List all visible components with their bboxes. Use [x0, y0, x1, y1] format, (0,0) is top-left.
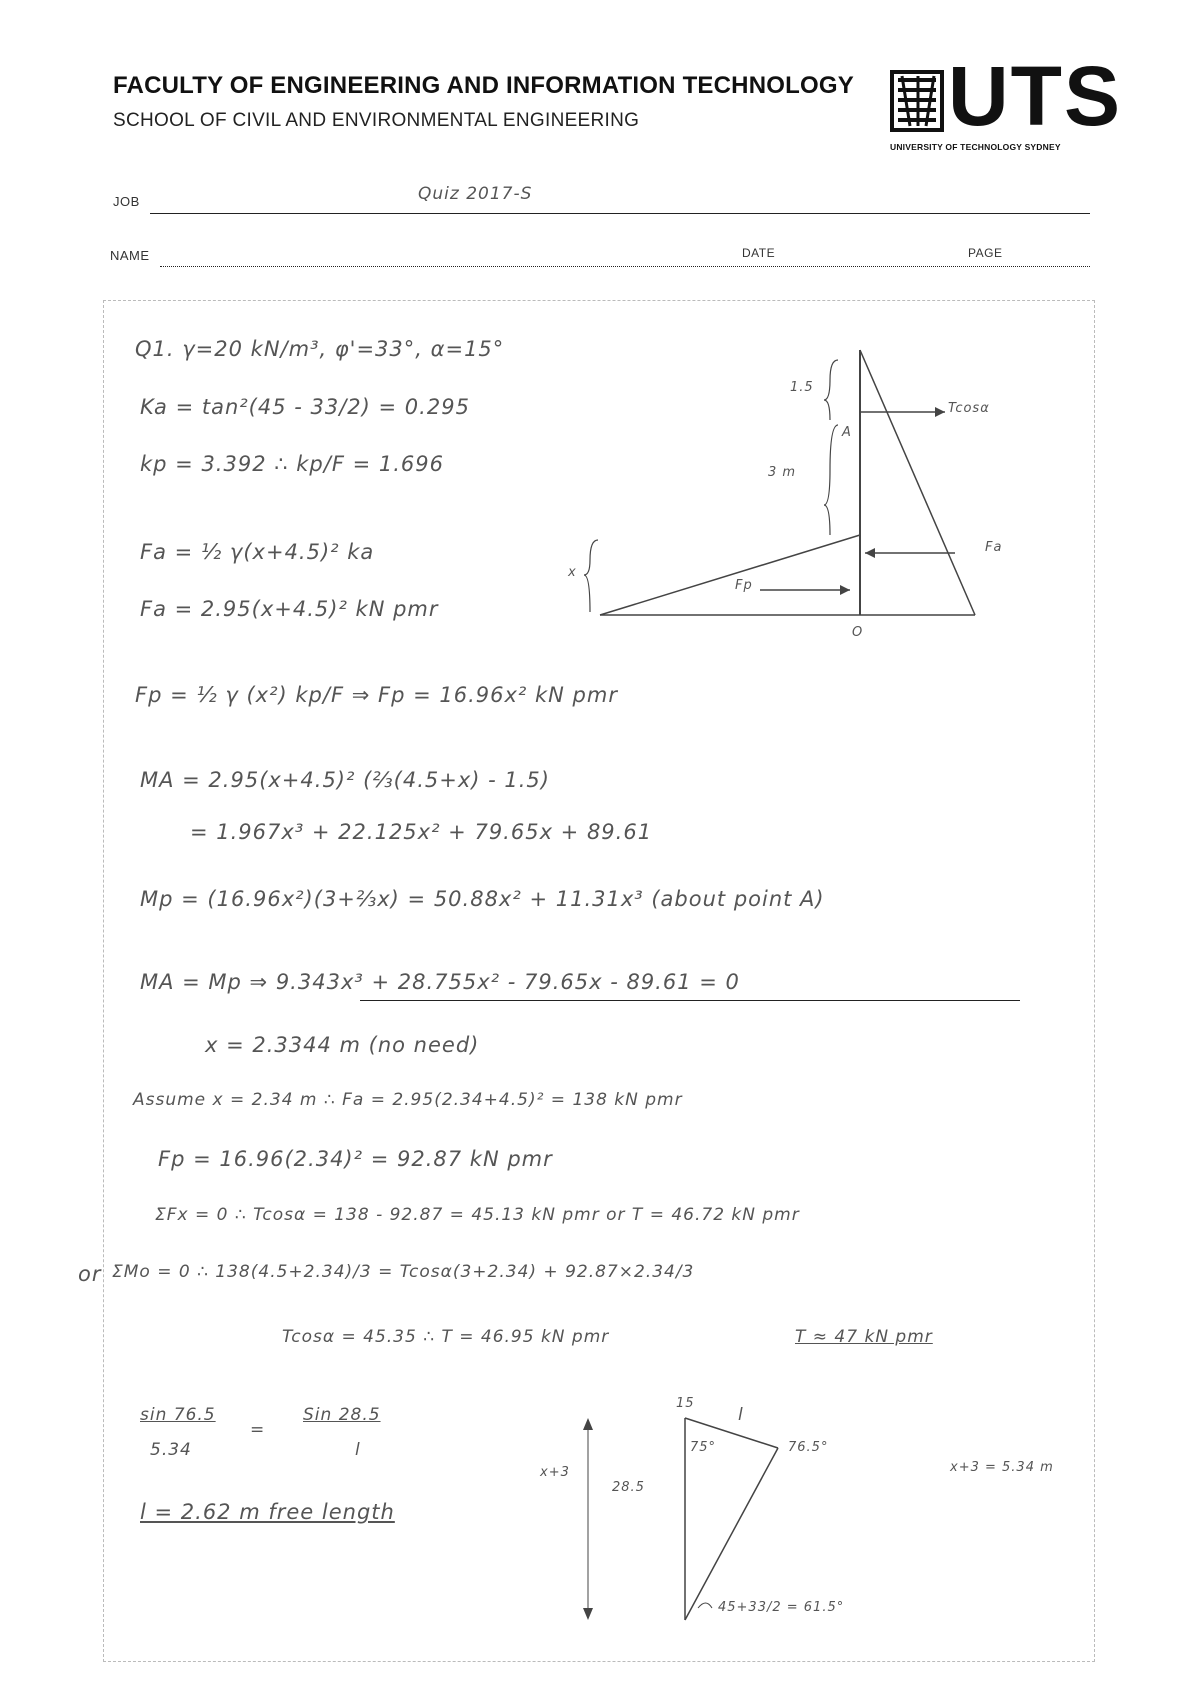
sine-numerator-left: sin 76.5	[140, 1405, 216, 1425]
sum-mo-line: ΣMo = 0 ∴ 138(4.5+2.34)/3 = Tcosα(3+2.34) + 92.87×2.34/3	[112, 1262, 695, 1282]
ma-expanded: = 1.967x³ + 22.125x² + 79.65x + 89.61	[190, 820, 653, 844]
assume-line: Assume x = 2.34 m ∴ Fa = 2.95(2.34+4.5)² = 138 kN pmr	[133, 1090, 683, 1110]
sine-numerator-right: Sin 28.5	[303, 1405, 381, 1425]
tcos-result: Tcosα = 45.35 ∴ T = 46.95 kN pmr	[282, 1327, 610, 1347]
label-l: l	[738, 1405, 744, 1425]
label-28-5: 28.5	[612, 1480, 645, 1495]
label-tcos: Tcosα	[948, 401, 990, 416]
equation-line: MA = Mp ⇒ 9.343x³ + 28.755x² - 79.65x - 89.61 = 0	[140, 970, 740, 994]
mp-line: Mp = (16.96x²)(3+⅔x) = 50.88x² + 11.31x³ (about point A)	[140, 887, 825, 911]
or-label: or	[78, 1262, 102, 1286]
triangle-slip-side	[685, 1448, 778, 1620]
label-1-5: 1.5	[790, 380, 814, 395]
dimension-arrow-top	[583, 1418, 593, 1430]
date-label: DATE	[742, 246, 776, 260]
label-x-plus-3: x+3	[540, 1465, 570, 1480]
label-76-5: 76.5°	[788, 1440, 829, 1455]
kp-line: kp = 3.392 ∴ kp/F = 1.696	[140, 452, 444, 476]
label-15: 15	[676, 1396, 695, 1411]
free-length-result: l = 2.62 m free length	[140, 1500, 395, 1524]
fa-result: Fa = 2.95(x+4.5)² kN pmr	[140, 597, 439, 621]
job-value: Quiz 2017-S	[418, 184, 533, 204]
label-75: 75°	[690, 1440, 717, 1455]
uts-logo-caption: UNIVERSITY OF TECHNOLOGY SYDNEY	[890, 142, 1061, 152]
angle-arc-bottom	[698, 1603, 712, 1608]
x-root: x = 2.3344 m (no need)	[205, 1033, 480, 1057]
given-data: Q1. γ=20 kN/m³, φ'=33°, α=15°	[135, 337, 505, 361]
page-label: PAGE	[968, 246, 1003, 260]
label-3m: 3 m	[768, 465, 797, 480]
job-label: JOB	[113, 194, 140, 209]
ma-line: MA = 2.95(x+4.5)² (⅔(4.5+x) - 1.5)	[140, 768, 550, 792]
faculty-title: FACULTY OF ENGINEERING AND INFORMATION TECHNOLOGY	[113, 72, 854, 99]
fa-formula: Fa = ½ γ(x+4.5)² ka	[140, 540, 375, 564]
label-61-5: 45+33/2 = 61.5°	[718, 1600, 845, 1615]
side-equation: x+3 = 5.34 m	[950, 1460, 1054, 1475]
equals-sign: =	[250, 1420, 266, 1440]
label-fa: Fa	[985, 540, 1003, 555]
school-title: SCHOOL OF CIVIL AND ENVIRONMENTAL ENGINEERING	[113, 110, 640, 131]
label-x: x	[568, 565, 577, 580]
uts-logo-text: UTS	[948, 49, 1122, 143]
sine-denominator-left: 5.34	[150, 1440, 192, 1460]
label-fp: Fp	[735, 578, 753, 593]
sine-denominator-right: l	[355, 1440, 361, 1460]
name-label: NAME	[110, 248, 150, 263]
fp-line: Fp = ½ γ (x²) kp/F ⇒ Fp = 16.96x² kN pmr	[135, 683, 618, 707]
ka-line: Ka = tan²(45 - 33/2) = 0.295	[140, 395, 470, 419]
fp-value: Fp = 16.96(2.34)² = 92.87 kN pmr	[158, 1147, 553, 1171]
t-final: T ≈ 47 kN pmr	[795, 1327, 933, 1347]
dimension-arrow-bottom	[583, 1608, 593, 1620]
sum-fx-line: ΣFx = 0 ∴ Tcosα = 138 - 92.87 = 45.13 kN pmr or T = 46.72 kN pmr	[155, 1205, 800, 1225]
label-o: O	[852, 625, 864, 640]
label-a: A	[842, 425, 852, 440]
